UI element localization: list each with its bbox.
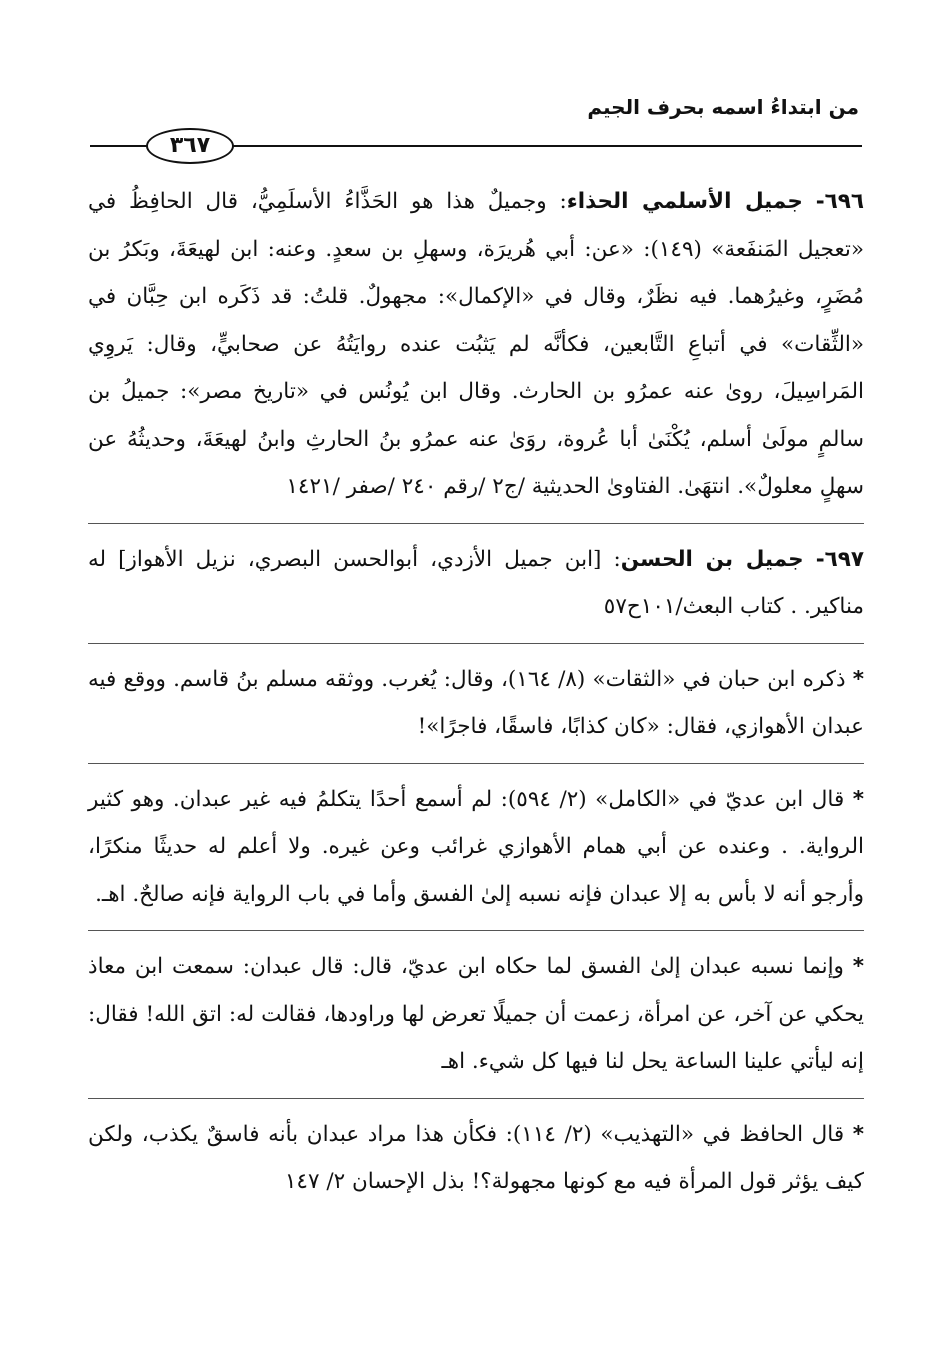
entry-text: : وجميلٌ هذا هو الحَذَّاءُ الأسلَمِيُّ، قال الحافِظُ في «تعجيل المَنفَعة» (١٤٩): «عن: أبي هُريرَة، وسهلِ بن سعدٍ. وعنه: ابن لهيعَةَ، وبَكرُ بن مُضَرٍ، وغيرُهما. فيه نظَرٌ، وقال في «الإكمال»: مجهولٌ. قلتُ: قد ذَكَره ابن حِبَّان في «الثِّقات» في أتباعِ التَّابعين، فكأنَّه لم يَثبُت عنده روايَتُهُ عن صحابيٍّ، وقال: يَروِي المَراسِيلَ، روىٰ عنه عمرُو بن الحارث. وقال ابن يُونُس في «تاريخ مصر»: جميلُ بن سالمٍ مولَىٰ أسلم، يُكْنَىٰ أبا عُروة، روَىٰ عنه عمرُو بنُ الحارثِ وابنُ لهيعَةَ، وحديثُهُ عن سهلٍ معلولٌ». انتهَىٰ. الفتاوىٰ الحديثية /ج٢ /رقم ٢٤٠ /صفر /١٤٢١: [88, 189, 864, 499]
entry-name: جميل بن الحسن: [620, 546, 804, 572]
star-marker: *: [852, 666, 865, 692]
entry-number: ٦٩٦-: [815, 189, 864, 214]
note-text: وإنما نسبه عبدان إلىٰ الفسق لما حكاه ابن عديّ، قال: قال عبدان: سمعت ابن معاذ يحكي عن آخر، عن امرأة، زعمت أن جميلًا تعرض لها وراودها، فقالت له: اتق الله! فقال: إنه ليأتي علينا الساعة يحل لنا فيها كل شيء. اهـ: [88, 954, 864, 1074]
star-marker: *: [852, 1121, 865, 1147]
note-text: ذكره ابن حبان في «الثقات» (٨/ ١٦٤)، وقال: يُغرب. ووثقه مسلم بنُ قاسم. ووقع فيه عبدان الأهوازي، فقال: «كان كذابًا، فاسقًا، فاجرًا»!: [88, 666, 864, 739]
section-divider: [88, 930, 864, 931]
section-divider: [88, 763, 864, 764]
star-marker: *: [852, 954, 864, 979]
entry-text: : [ابن جميل الأزدي، أبوالحسن البصري، نزيل الأهواز] له مناكير. . كتاب البعث/١٠١ح٥٧: [88, 546, 864, 619]
page-number: ٣٦٧: [146, 128, 234, 164]
entry-name: جميل الأسلمي الحذاء: [566, 189, 803, 214]
page-body: [88, 178, 864, 1206]
note-1: [88, 656, 864, 751]
note-2: [88, 776, 864, 919]
entry-696: [88, 178, 864, 511]
note-3: [88, 943, 864, 1086]
note-4: [88, 1111, 864, 1206]
running-title: من ابتداءُ اسمه بحرف الجيم: [587, 95, 859, 119]
section-divider: [88, 523, 864, 524]
entry-number: ٦٩٧-: [815, 546, 864, 572]
star-marker: *: [852, 786, 865, 812]
note-text: قال ابن عديّ في «الكامل» (٢/ ٥٩٤): لم أسمع أحدًا يتكلمُ فيه غير عبدان. وهو كثير الرواية. . وعنده عن أبي همام الأهوازي غرائب وعن غيره. ولا أعلم له حديثًا منكرًا، وأرجو أنه لا بأس به إلا عبدان فإنه نسبه إلىٰ الفسق وأما في باب الرواية فإنه صالحٌ. اهـ.: [88, 786, 864, 907]
note-text: قال الحافظ في «التهذيب» (٢/ ١١٤): فكأن هذا مراد عبدان بأنه فاسقٌ يكذب، ولكن كيف يؤثر قول المرأة فيه مع كونها مجهولة؟! بذل الإحسان ٢/ ١٤٧: [88, 1121, 864, 1194]
section-divider: [88, 1098, 864, 1099]
entry-697: [88, 536, 864, 631]
section-divider: [88, 643, 864, 644]
